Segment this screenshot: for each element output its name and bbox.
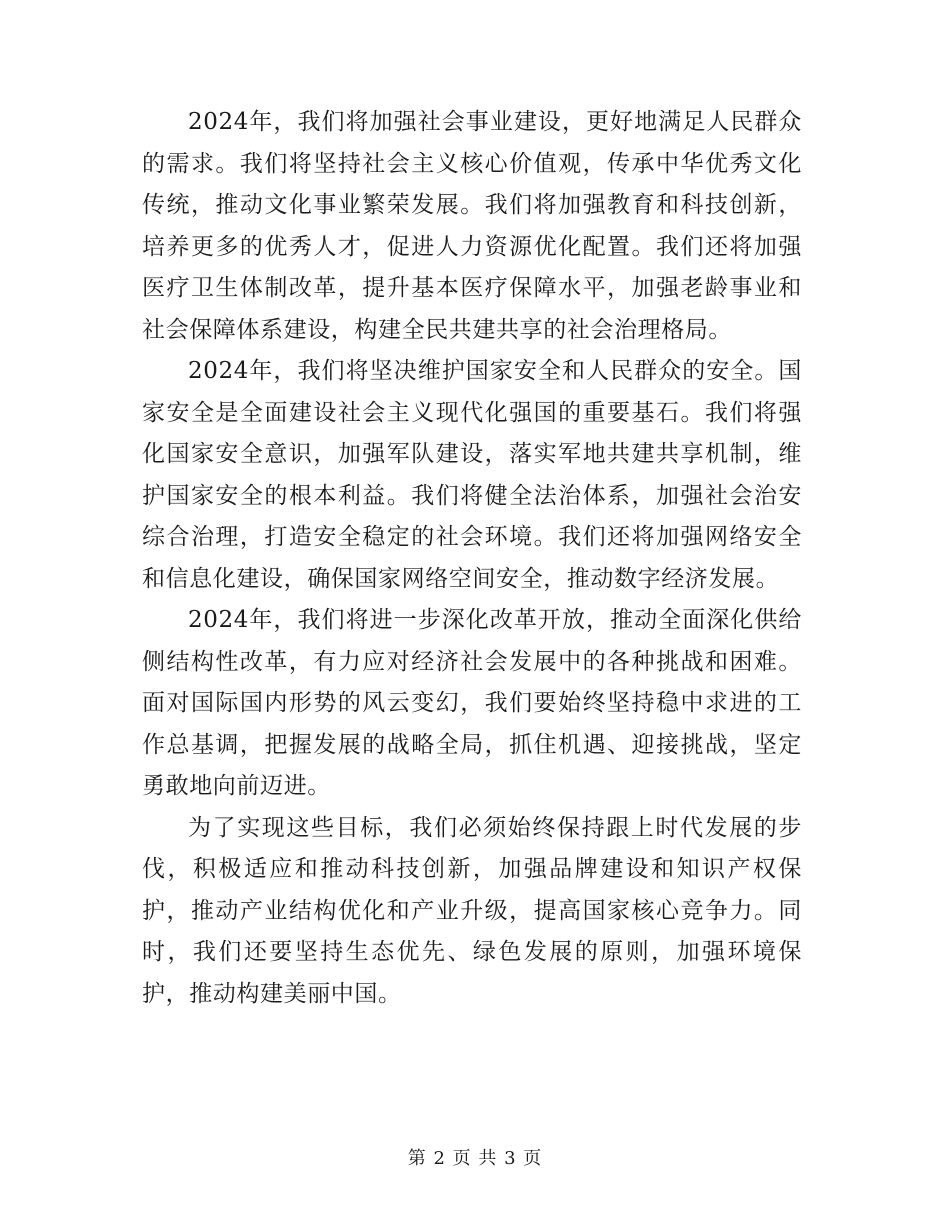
- paragraph-national-security: 2024年，我们将坚决维护国家安全和人民群众的安全。国家安全是全面建设社会主义现代化强国的重要基石。我们将强化国家安全意识，加强军队建设，落实军地共建共享机制，维护国家安全的根本利益。我们将健全法治体系，加强社会治安综合治理，打造安全稳定的社会环境。我们还将加强网络安全和信息化建设，确保国家网络空间安全，推动数字经济发展。: [142, 358, 802, 592]
- paragraph-reform-opening: 2024年，我们将进一步深化改革开放，推动全面深化供给侧结构性改革，有力应对经济社会发展中的各种挑战和困难。面对国际国内形势的风云变幻，我们要始终坚持稳中求进的工作总基调，把握发展的战略全局，抓住机遇、迎接挑战，坚定勇敢地向前迈进。: [142, 607, 802, 799]
- paragraph-social-development: 2024年，我们将加强社会事业建设，更好地满足人民群众的需求。我们将坚持社会主义核心价值观，传承中华优秀文化传统，推动文化事业繁荣发展。我们将加强教育和科技创新，培养更多的优秀人才，促进人力资源优化配置。我们还将加强医疗卫生体制改革，提升基本医疗保障水平，加强老龄事业和社会保障体系建设，构建全民共建共享的社会治理格局。: [142, 109, 802, 343]
- paragraph-goals: 为了实现这些目标，我们必须始终保持跟上时代发展的步伐，积极适应和推动科技创新，加强品牌建设和知识产权保护，推动产业结构优化和产业升级，提高国家核心竞争力。同时，我们还要坚持生态优先、绿色发展的原则，加强环境保护，推动构建美丽中国。: [142, 814, 802, 1007]
- document-body: [142, 102, 802, 1015]
- page-number-footer: 第 2 页 共 3 页: [407, 1148, 543, 1169]
